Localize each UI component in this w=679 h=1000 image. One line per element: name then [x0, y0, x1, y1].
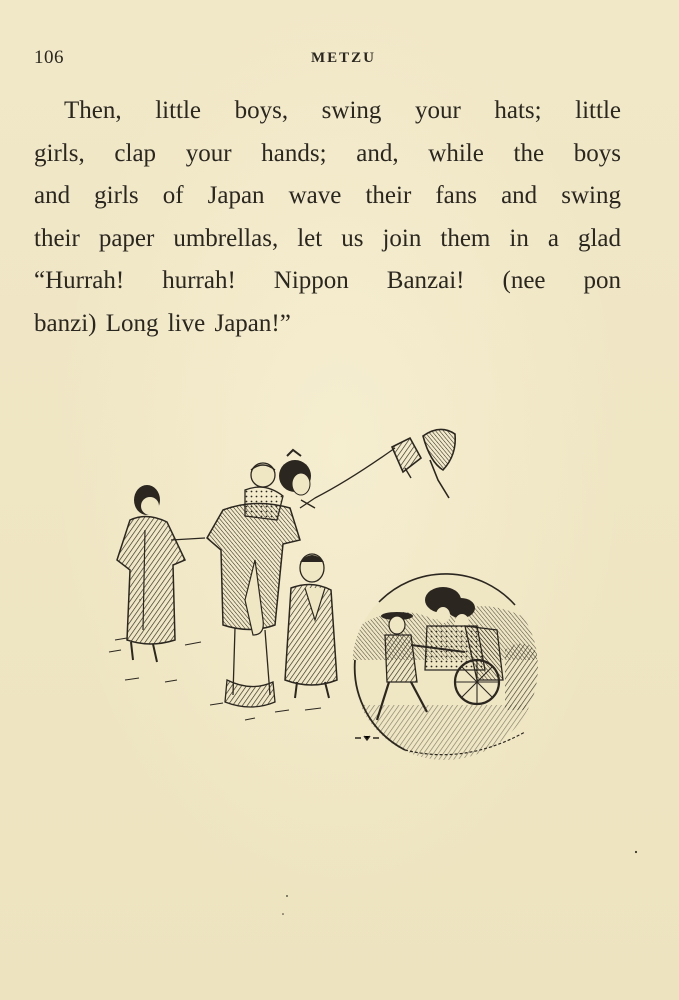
child-figure-center — [285, 554, 337, 698]
rickshaw-vignette — [350, 570, 540, 765]
kite — [300, 429, 455, 508]
text-line: Then, little boys, swing your hats; little — [64, 97, 621, 124]
text-line: their paper umbrellas, let us join them in a glad — [34, 224, 621, 252]
text-line: and girls of Japan wave their fans and swing — [34, 182, 621, 209]
text-line: “Hurrah! hurrah! Nippon Banzai! (nee pon — [34, 267, 621, 294]
text-line: banzi) Long live Japan!” — [34, 309, 291, 337]
child-figure-left — [117, 485, 205, 662]
engraved-illustration — [105, 420, 555, 765]
text-line: girls, clap your hands; and, while the boys — [34, 139, 621, 167]
page-number: 106 — [34, 47, 64, 68]
running-head: METZU — [310, 50, 376, 66]
artist-signature — [355, 736, 379, 740]
body-paragraph — [34, 90, 621, 345]
